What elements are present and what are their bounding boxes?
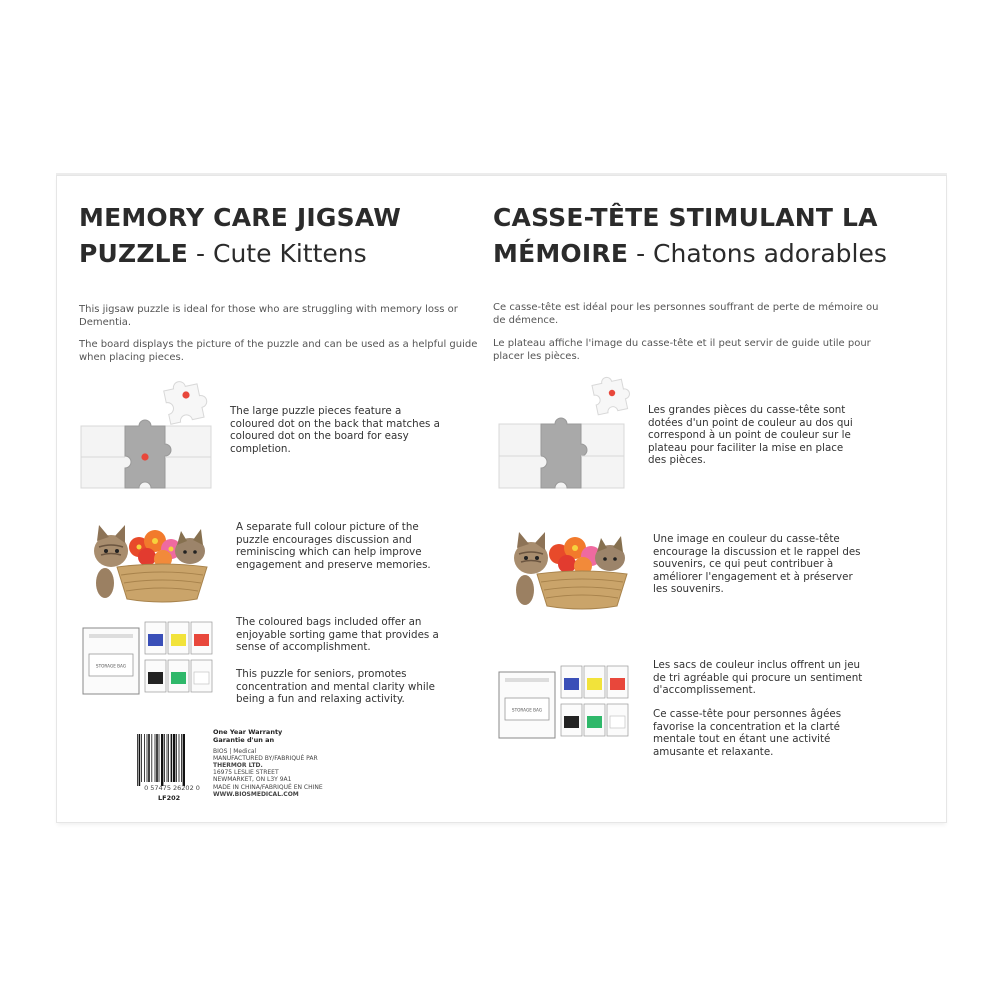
made-in: MADE IN CHINA/FABRIQUÉ EN CHINE	[213, 784, 323, 791]
small-bag-4	[145, 660, 166, 692]
warranty-english: One Year Warranty	[213, 728, 283, 736]
barcode-bar	[139, 734, 141, 786]
english-intro-2: The board displays the picture of the puzzle and can be used as a helpful guide when placing pieces.	[79, 339, 478, 363]
barcode-bar	[141, 734, 142, 782]
english-title-bold-1: MEMORY CARE JIGSAW	[79, 203, 402, 232]
small-bag-5	[168, 660, 189, 692]
barcode-bar	[137, 734, 138, 786]
floating-puzzle-piece	[162, 377, 209, 424]
french-title-bold-2: MÉMOIRE	[493, 239, 629, 268]
barcode-bar	[151, 734, 152, 782]
english-feature-2: A separate full colour picture of the puzzle encourages discussion and reminiscing which can help improve engagement and preserve memories.	[236, 521, 431, 571]
small-bag-3	[191, 622, 212, 654]
puzzle-board-illustration	[79, 374, 214, 492]
warranty-french: Garantie d'un an	[213, 736, 275, 744]
barcode-bar	[144, 734, 145, 782]
wicker-basket	[117, 564, 207, 602]
french-title-sub: - Chatons adorables	[628, 239, 887, 268]
french-feature-1: Les grandes pièces du casse-tête sont dotées d'un point de couleur au dos qui correspond à un point de couleur sur le plateau pour faciliter la mise en place des pièces.	[648, 404, 853, 466]
barcode-digits: 0 57475 26202 0	[144, 784, 200, 792]
storage-bag-label-fr: STORAGE BAG	[511, 707, 543, 713]
small-bag-1	[145, 622, 166, 654]
small-bag-2	[168, 622, 189, 654]
barcode-bar	[176, 734, 177, 782]
barcode	[135, 734, 209, 790]
barcode-bar	[155, 734, 156, 782]
barcode-bar	[183, 734, 185, 786]
barcode-bar	[171, 734, 173, 782]
company-name: THERMOR LTD.	[213, 762, 263, 769]
website: WWW.BIOSMEDICAL.COM	[213, 791, 299, 798]
barcode-bar	[168, 734, 169, 782]
small-bag-6	[191, 660, 212, 692]
french-title-bold-1: CASSE-TÊTE STIMULANT LA	[493, 203, 878, 232]
coloured-bags-illustration	[81, 620, 216, 698]
french-feature-3: Les sacs de couleur inclus offrent un jeu de tri agréable qui procure un sentiment d'accomplissement.	[653, 659, 863, 696]
address-line-1: 16975 LESLIE STREET	[213, 769, 279, 776]
barcode-bar	[164, 734, 165, 782]
french-intro-2: Le plateau affiche l'image du casse-tête et il peut servir de guide utile pour placer les pièces.	[493, 338, 871, 362]
barcode-bar	[147, 734, 148, 782]
english-title-bold-2: PUZZLE	[79, 239, 189, 268]
barcode-bar	[161, 734, 163, 786]
right-kitten	[175, 529, 205, 564]
english-title-sub: - Cute Kittens	[188, 239, 367, 268]
english-title	[79, 200, 509, 272]
barcode-bar	[181, 734, 182, 782]
french-intro-1: Ce casse-tête est idéal pour les personnes souffrant de perte de mémoire ou de démence.	[493, 302, 879, 326]
french-feature-4: Ce casse-tête pour personnes âgées favorise la concentration et la clarté mentale tout en étant une activité amusante et relaxante.	[653, 708, 842, 758]
box-back-panel	[57, 176, 946, 822]
address-line-2: NEWMARKET, ON L3Y 9A1	[213, 776, 292, 783]
french-feature-2: Une image en couleur du casse-tête encourage la discussion et le rappel des souvenirs, ce qui peut contribuer à améliorer l'engagement et à préserver les souvenirs.	[653, 533, 861, 595]
storage-bag	[83, 628, 139, 694]
barcode-bar	[148, 734, 150, 782]
coloured-dot	[182, 391, 189, 398]
storage-bag-label: STORAGE BAG	[95, 663, 127, 669]
english-intro-1: This jigsaw puzzle is ideal for those who are struggling with memory loss or Dementia.	[79, 304, 458, 328]
coloured-bags-illustration-fr	[497, 664, 632, 742]
flowers	[129, 530, 181, 568]
kittens-basket-picture-fr	[507, 528, 632, 610]
kittens-basket-picture	[87, 521, 212, 603]
sku-code: LF202	[158, 794, 181, 802]
barcode-bar	[156, 734, 158, 782]
french-title	[493, 200, 923, 272]
english-feature-4: This puzzle for seniors, promotes concentration and mental clarity while being a fun and relaxing activity.	[236, 668, 435, 705]
barcode-bar	[179, 734, 180, 782]
puzzle-board-illustration-fr	[497, 376, 632, 494]
english-feature-3: The coloured bags included offer an enjoyable sorting game that provides a sense of accomplishment.	[236, 616, 439, 653]
english-feature-1: The large puzzle pieces feature a coloured dot on the back that matches a coloured dot on the board for easy completion.	[230, 405, 440, 455]
barcode-bar	[173, 734, 175, 782]
manufactured-by: MANUFACTURED BY/FABRIQUÉ PAR	[213, 755, 318, 762]
barcode-bar	[159, 734, 160, 782]
barcode-bar	[167, 734, 168, 782]
brand-name: BIOS | Medical	[213, 748, 257, 755]
